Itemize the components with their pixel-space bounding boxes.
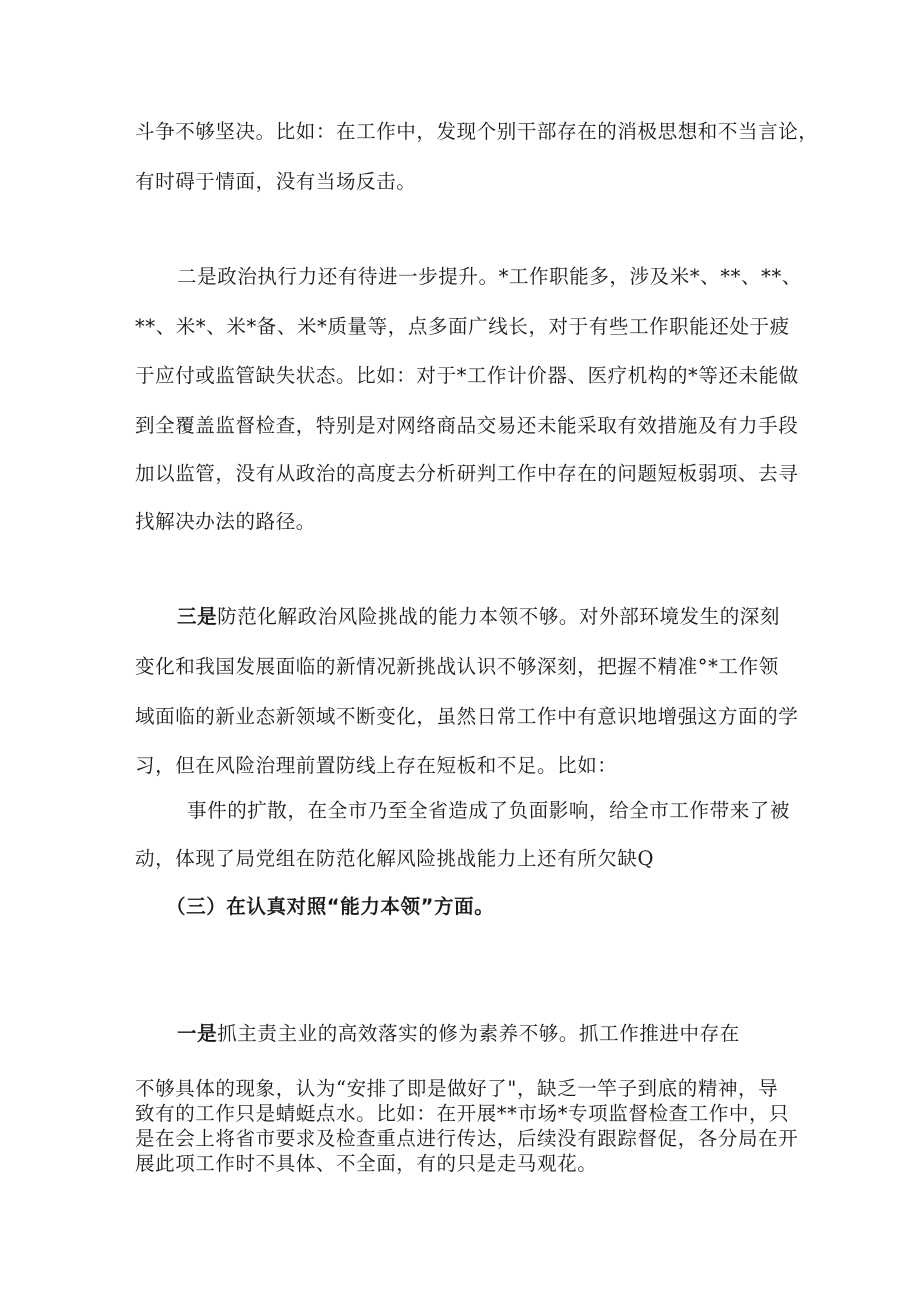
lead-bold-text: 三是 xyxy=(177,605,218,628)
paragraph-line: 于应付或监管缺失状态。比如：对于*工作计价器、医疗机构的*等还未能做 xyxy=(135,364,799,387)
lead-bold-text: 一是 xyxy=(177,1022,218,1045)
section-heading: （三）在认真对照“能力本领”方面。 xyxy=(166,895,495,918)
paragraph-line: 域面临的新业态新领域不断变化，虽然日常工作中有意识地增强这方面的学 xyxy=(135,705,799,728)
paragraph-line xyxy=(177,1020,740,1048)
paragraph-line: 是在会上将省市要求及检查重点进行传达，后续没有跟踪督促，各分局在开 xyxy=(135,1127,799,1150)
paragraph-line: 事件的扩散，在全市乃至全省造成了负面影响，给全市工作带来了被 xyxy=(187,799,791,822)
paragraph-line: 不够具体的现象，认为“安排了即是做好了"，缺乏一竿子到底的精神，导 xyxy=(135,1077,779,1100)
paragraph-line: **、米*、米*备、米*质量等，点多面广线长，对于有些工作职能还处于疲 xyxy=(135,315,790,338)
paragraph-text: 抓主责主业的高效落实的修为素养不够。抓工作推进中存在 xyxy=(217,1022,740,1045)
paragraph-line: 致有的工作只是蜻蜓点水。比如：在开展**市场*专项监督检查工作中，只 xyxy=(135,1102,790,1125)
paragraph-line: 动，体现了局党组在防范化解风险挑战能力上还有所欠缺Q xyxy=(135,847,655,870)
paragraph-line: 找解决办法的路径。 xyxy=(135,510,316,533)
paragraph-line: 有时碍于情面，没有当场反击。 xyxy=(135,170,417,193)
paragraph-line: 斗争不够坚决。比如：在工作中，发现个别干部存在的消极思想和不当言论， xyxy=(135,120,819,143)
paragraph-line: 习，但在风险治理前置防线上存在短板和不足。比如： xyxy=(135,754,618,777)
paragraph-text: 防范化解政治风险挑战的能力本领不够。对外部环境发生的深刻 xyxy=(217,605,781,628)
paragraph-line: 二是政治执行力还有待进一步提升。*工作职能多，涉及米*、**、**、 xyxy=(177,265,802,288)
paragraph-line xyxy=(177,603,780,631)
paragraph-line: 到全覆盖监督检查，特别是对网络商品交易还未能采取有效措施及有力手段 xyxy=(135,414,799,437)
paragraph-line: 加以监管，没有从政治的高度去分析研判工作中存在的问题短板弱项、去寻 xyxy=(135,462,799,485)
paragraph-line: 展此项工作时不具体、不全面，有的只是走马观花。 xyxy=(135,1152,598,1175)
paragraph-line: 变化和我国发展面临的新情况新挑战认识不够深刻，把握不精准°*工作领 xyxy=(135,655,779,678)
